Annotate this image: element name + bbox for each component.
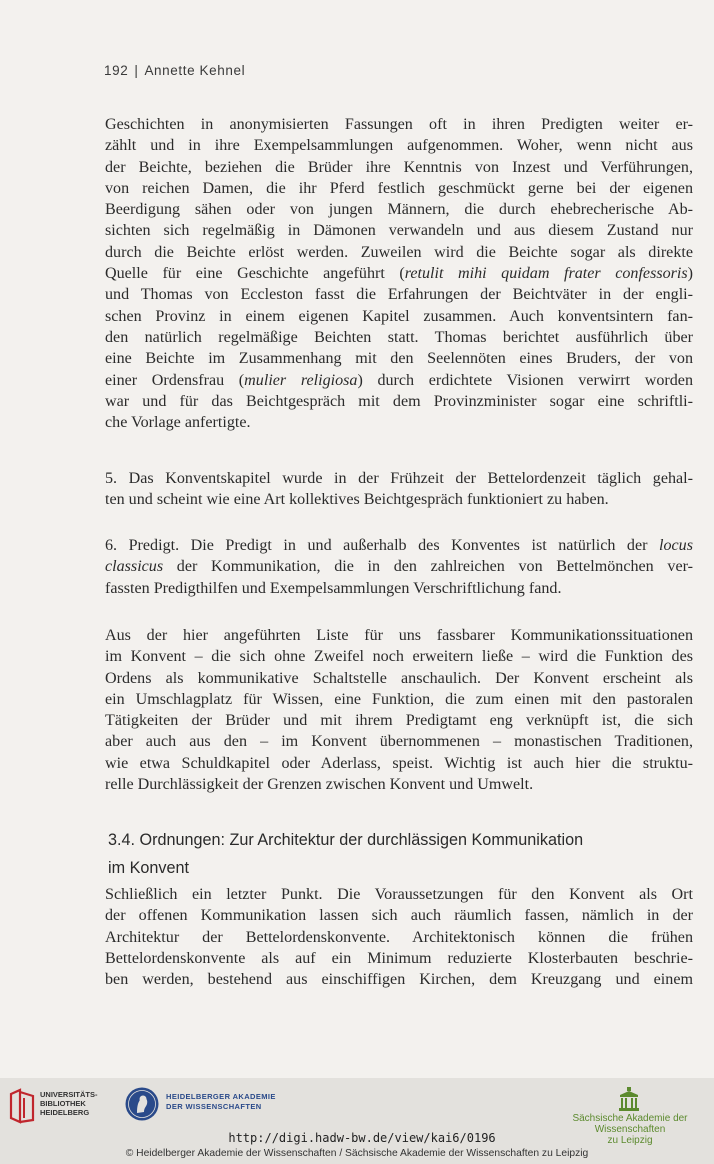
logo-text-line: Sächsische Akademie der Wissenschaften bbox=[572, 1113, 688, 1135]
text-line: ten und scheint wie eine Art kollektives Beichtgespräch funktioniert zu haben. bbox=[105, 491, 609, 509]
text-line: von reichen Damen, die ihr Pferd festlich geschmückt gerne bei der eigenen bbox=[105, 179, 693, 197]
text-line: aber auch aus den – im Konvent übernommenen – monastischen Traditionen, bbox=[105, 733, 693, 751]
saxon-academy-building-icon[interactable] bbox=[618, 1086, 640, 1112]
logo-text-line: HEIDELBERG bbox=[40, 1108, 90, 1117]
text-line: den natürlich regelmäßige Beichten statt. Thomas berichtet ausführlich über bbox=[105, 328, 693, 346]
latin-quote: retulit mihi quidam frater confessoris bbox=[404, 265, 688, 283]
latin-term: mulier religiosa bbox=[244, 371, 358, 389]
paragraph-predigt bbox=[105, 535, 693, 599]
text-segment: einer Ordensfrau ( bbox=[105, 371, 245, 389]
logo-text-line: BIBLIOTHEK bbox=[40, 1099, 86, 1108]
text-line: ben werden, bestehend aus einschiffigen Kirchen, dem Kreuzgang und einem bbox=[105, 971, 693, 989]
text-line: Tätigkeiten der Brüder und mit ihrem Predigtamt eng verknüpft ist, die sich bbox=[105, 712, 693, 730]
text-segment: 6. Predigt. Die Predigt in und außerhalb des Konventes ist natürlich der bbox=[105, 537, 660, 554]
heidelberg-academy-name[interactable] bbox=[166, 1092, 276, 1112]
text-line bbox=[105, 556, 693, 577]
university-library-logo-icon[interactable] bbox=[8, 1088, 36, 1124]
text-line: und Thomas von Eccleston fasst die Erfahrungen der Beichtväter in der engli- bbox=[105, 286, 693, 304]
paragraph-summary bbox=[105, 625, 693, 795]
text-line: Architektur der Bettelordenskonvente. Architektonisch können die frühen bbox=[105, 928, 693, 946]
text-segment: Quelle für eine Geschichte angeführt ( bbox=[105, 265, 405, 283]
heidelberg-academy-seal-icon[interactable] bbox=[124, 1086, 160, 1122]
text-line: war und für das Beichtgespräch mit dem Provinzminister sogar eine schriftli- bbox=[105, 392, 693, 410]
text-segment: der Kommunikation, die in den zahlreichen von Bettelmönchen ver- bbox=[163, 558, 693, 576]
paragraph-architecture bbox=[105, 884, 693, 990]
logo-text-line: UNIVERSITÄTS- bbox=[40, 1090, 98, 1099]
running-head-separator: | bbox=[134, 63, 139, 78]
latin-term: locus bbox=[659, 537, 693, 554]
text-line: fassten Predigthilfen und Exempelsammlungen Verschriftlichung fand. bbox=[105, 579, 562, 597]
text-line bbox=[105, 535, 693, 556]
logo-text-line: HEIDELBERGER AKADEMIE bbox=[166, 1092, 276, 1101]
paragraph-konventskapitel bbox=[105, 468, 693, 511]
permalink-url[interactable]: http://digi.hadw-bw.de/view/kai6/0196 bbox=[228, 1131, 496, 1145]
text-line bbox=[105, 370, 693, 391]
text-line: durch die Beichte erlöst werden. Zuweilen wird die Beichte sogar als direkte bbox=[105, 243, 693, 261]
running-head bbox=[104, 63, 245, 78]
section-heading bbox=[108, 826, 668, 882]
text-line: schen Provinz in einem eigenen Kapitel zusammen. Auch konventsintern fan- bbox=[105, 307, 693, 325]
latin-term: classicus bbox=[105, 558, 164, 576]
text-line: Geschichten in anonymisierten Fassungen oft in ihren Predigten weiter er- bbox=[105, 116, 693, 133]
text-line: sichten sich regelmäßig in Dämonen verwandeln und aus diesem Zustand nur bbox=[105, 222, 693, 240]
text-line: zählt und in ihre Exempelsammlungen aufgenommen. Woher, wenn nicht aus bbox=[105, 137, 693, 155]
logo-text-line: DER WISSENSCHAFTEN bbox=[166, 1102, 262, 1111]
text-line: Aus der hier angeführten Liste für uns fassbarer Kommunikationssituationen bbox=[105, 627, 693, 644]
paragraph-confession bbox=[105, 114, 693, 433]
copyright-notice: © Heidelberger Akademie der Wissenschaften / Sächsische Akademie der Wissenschaften zu Leipzig bbox=[125, 1148, 589, 1159]
text-line: Beerdigung sähen oder von jungen Männern, die durch ehebrecherische Ab- bbox=[105, 201, 693, 219]
text-line: Schließlich ein letzter Punkt. Die Voraussetzungen für den Konvent als Ort bbox=[105, 886, 693, 903]
text-line: eine Beichte im Zusammenhang mit den Seelennöten eines Bruders, der von bbox=[105, 350, 693, 368]
text-line: Bettelordenskonvente als auf ein Minimum reduzierte Klosterbauten beschrie- bbox=[105, 949, 693, 967]
text-line: Ordens als kommunikative Schaltstelle anschaulich. Der Konvent erscheint als bbox=[105, 669, 693, 687]
text-line: ein Umschlagplatz für Wissen, eine Funktion, die zum einen mit den pastoralen bbox=[105, 690, 693, 708]
university-library-name[interactable] bbox=[40, 1090, 98, 1117]
viewer-footer bbox=[0, 1078, 714, 1164]
heading-line: im Konvent bbox=[108, 859, 189, 877]
text-line bbox=[105, 263, 693, 284]
text-line: der offenen Kommunikation lassen sich auch räumlich fassen, nämlich in der bbox=[105, 907, 693, 925]
text-line: wie etwa Schuldkapitel oder Aderlass, speist. Wichtig ist auch hier die struktu- bbox=[105, 754, 693, 772]
author-name: Annette Kehnel bbox=[144, 63, 246, 78]
text-line: im Konvent – die sich ohne Zweifel noch erweitern ließe – wird die Funktion des bbox=[105, 648, 693, 666]
text-line: 5. Das Konventskapitel wurde in der Frühzeit der Bettelordenzeit täglich gehal- bbox=[105, 470, 693, 487]
heading-line: 3.4. Ordnungen: Zur Architektur der durchlässigen Kommunikation bbox=[108, 831, 584, 849]
text-line: relle Durchlässigkeit der Grenzen zwischen Konvent und Umwelt. bbox=[105, 776, 534, 794]
page-number: 192 bbox=[104, 63, 129, 78]
text-segment: ) durch erdichtete Visionen verwirrt worden bbox=[357, 371, 693, 389]
text-line: che Vorlage anfertigte. bbox=[105, 414, 251, 432]
text-line: der Beichte, beziehen die Brüder ihre Kenntnis von Inzest und Verführungen, bbox=[105, 158, 693, 176]
text-segment: ) bbox=[687, 265, 693, 283]
logo-text-line: zu Leipzig bbox=[607, 1135, 653, 1146]
